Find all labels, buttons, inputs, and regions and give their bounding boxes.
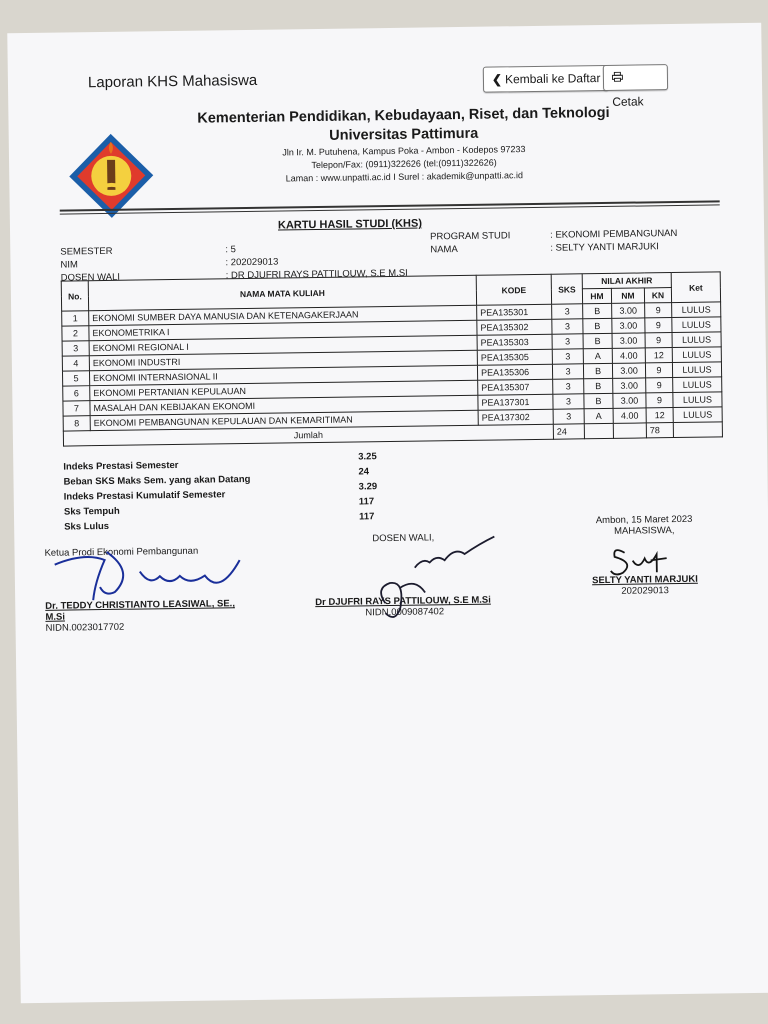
cell-nm: 3.00 — [612, 333, 645, 348]
cell-ket: LULUS — [672, 347, 721, 363]
cell-nama: EKONOMI SUMBER DAYA MANUSIA DAN KETENAGAKERJAAN — [89, 305, 477, 325]
cell-sks: 3 — [553, 394, 584, 409]
print-button-label: Cetak — [612, 94, 644, 109]
printer-icon — [612, 71, 623, 85]
mahasiswa-title: MAHASISWA, — [614, 525, 675, 537]
mahasiswa-name: SELTY YANTI MARJUKI — [591, 573, 698, 587]
cell-no: 3 — [62, 341, 89, 356]
back-to-list-button[interactable] — [483, 65, 610, 93]
cell-nm: 4.00 — [612, 348, 645, 363]
cell-no: 7 — [63, 401, 90, 416]
cell-nm: 3.00 — [613, 378, 646, 393]
cell-nama: EKONOMI INTERNASIONAL II — [89, 365, 477, 385]
cell-hm: B — [584, 393, 613, 408]
nim-label: NIM — [60, 259, 79, 271]
cell-nm: 3.00 — [612, 303, 645, 318]
cell-no: 4 — [62, 356, 89, 371]
document-title: KARTU HASIL STUDI (KHS) — [277, 217, 423, 232]
col-nama: NAMA MATA KULIAH — [88, 275, 476, 310]
dosen-label: DOSEN WALI — [60, 271, 121, 284]
ministry-name: Kementerian Pendidikan, Kebudayaan, Riset, dan Teknologi — [197, 104, 610, 127]
semester-value: : 5 — [225, 244, 236, 256]
dosen-nidn: NIDN.0009087402 — [365, 606, 445, 619]
ips-label: Indeks Prestasi Semester — [63, 459, 179, 473]
university-web: Laman : www.unpatti.ac.id I Surel : akademik@unpatti.ac.id — [285, 170, 523, 184]
col-hm: HM — [582, 288, 611, 303]
nim-value: : 202029013 — [225, 256, 279, 269]
col-ket: Ket — [671, 272, 720, 303]
cell-kode: PEA135301 — [477, 304, 552, 320]
col-nm: NM — [611, 288, 644, 303]
cell-hm: B — [583, 333, 612, 348]
cell-kode: PEA135305 — [477, 349, 552, 365]
cell-ket: LULUS — [672, 362, 721, 378]
nama-value: : SELTY YANTI MARJUKI — [550, 241, 659, 254]
university-phone: Telepon/Fax: (0911)322626 (tel:(0911)322626) — [311, 157, 497, 171]
dosen-title: DOSEN WALI, — [372, 532, 435, 545]
cell-sks: 3 — [552, 364, 583, 379]
col-kn: KN — [644, 288, 671, 303]
prodi-value: : EKONOMI PEMBANGUNAN — [550, 227, 678, 241]
cell-hm: B — [583, 303, 612, 318]
cell-sks: 3 — [552, 304, 583, 319]
cell-hm: B — [584, 378, 613, 393]
top-bar — [87, 64, 668, 109]
cell-ket: LULUS — [672, 332, 721, 348]
student-info-right — [430, 227, 678, 256]
mahasiswa-nim: 202029013 — [621, 585, 669, 597]
dosen-signature — [344, 531, 525, 624]
mahasiswa-signature — [604, 540, 685, 581]
dosen-name: Dr DJUFRI RAYS PATTILOUW, S.E M.Si — [315, 594, 491, 609]
cell-nama: EKONOMI REGIONAL I — [89, 335, 477, 355]
university-address: Jln Ir. M. Putuhena, Kampus Poka - Ambon - Kodepos 97233 — [282, 144, 526, 158]
total-ket — [673, 422, 722, 438]
lulus-label: Sks Lulus — [64, 520, 110, 533]
cell-nm: 3.00 — [612, 363, 645, 378]
cell-kode: PEA135302 — [477, 319, 552, 335]
signature-block-ketua — [44, 545, 255, 634]
cell-kn: 12 — [646, 408, 673, 423]
cell-sks: 3 — [552, 349, 583, 364]
ketua-signature — [44, 540, 245, 603]
cell-kn: 9 — [646, 393, 673, 408]
semester-label: SEMESTER — [60, 245, 113, 258]
print-button[interactable] — [603, 64, 668, 109]
cell-kode: PEA137302 — [478, 409, 553, 425]
total-nm — [613, 423, 646, 438]
ipk-label: Indeks Prestasi Kumulatif Semester — [63, 489, 226, 503]
cell-nm: 3.00 — [612, 318, 645, 333]
cell-no: 8 — [63, 416, 90, 431]
ips-value: 3.25 — [358, 451, 377, 463]
cell-hm: A — [583, 348, 612, 363]
ipk-value: 3.29 — [358, 481, 378, 493]
signature-block-dosen — [314, 532, 491, 619]
col-kode: KODE — [476, 274, 551, 305]
chevron-left-icon: ❮ — [491, 72, 503, 87]
beban-value: 24 — [358, 466, 370, 478]
col-sks: SKS — [551, 274, 582, 304]
ketua-name: Dr. TEDDY CHRISTIANTO LEASIWAL, SE., M.Si — [45, 598, 235, 623]
cell-nama: EKONOMI PERTANIAN KEPULAUAN — [90, 380, 478, 400]
cell-ket: LULUS — [673, 407, 722, 423]
tempuh-value: 117 — [358, 496, 375, 508]
lulus-value: 117 — [358, 511, 375, 523]
cell-hm: B — [583, 363, 612, 378]
prodi-label: PROGRAM STUDI — [430, 230, 511, 243]
cell-kode: PEA137301 — [478, 394, 553, 410]
cell-sks: 3 — [552, 319, 583, 334]
cell-ket: LULUS — [672, 317, 721, 333]
cell-nm: 3.00 — [613, 393, 646, 408]
cell-hm: A — [584, 408, 613, 423]
grades-table — [61, 271, 723, 446]
cell-nama: EKONOMI INDUSTRI — [89, 350, 477, 370]
cell-ket: LULUS — [673, 392, 722, 408]
cell-nama: MASALAH DAN KEBIJAKAN EKONOMI — [90, 395, 478, 415]
signature-date: Ambon, 15 Maret 2023 — [595, 513, 693, 527]
cell-nm: 4.00 — [613, 408, 646, 423]
cell-nama: EKONOMETRIKA I — [89, 320, 477, 340]
col-nilai: NILAI AKHIR — [582, 273, 671, 289]
summary-labels — [63, 457, 251, 535]
cell-hm: B — [583, 318, 612, 333]
cell-ket: LULUS — [673, 377, 722, 393]
dosen-value: : DR DJUFRI RAYS PATTILOUW, S.E M.SI — [225, 267, 408, 282]
cell-sks: 3 — [553, 379, 584, 394]
institution-header — [168, 105, 639, 186]
beban-label: Beban SKS Maks Sem. yang akan Datang — [63, 473, 251, 488]
cell-no: 2 — [62, 326, 89, 341]
document-page — [7, 23, 768, 1003]
cell-kode: PEA135303 — [477, 334, 552, 350]
total-sks: 24 — [553, 424, 584, 439]
cell-kn: 9 — [645, 363, 672, 378]
app-title: Laporan KHS Mahasiswa — [87, 71, 258, 92]
col-no: No. — [61, 281, 88, 311]
ketua-title: Ketua Prodi Ekonomi Pembangunan — [44, 545, 199, 559]
ketua-nidn: NIDN.0023017702 — [45, 621, 125, 634]
total-label: Jumlah — [63, 424, 553, 446]
cell-kode: PEA135307 — [478, 379, 553, 395]
cell-no: 5 — [62, 371, 89, 386]
cell-sks: 3 — [553, 409, 584, 424]
cell-kn: 9 — [645, 303, 672, 318]
cell-kn: 9 — [645, 333, 672, 348]
total-hm — [584, 423, 613, 438]
cell-kn: 9 — [645, 318, 672, 333]
cell-kode: PEA135306 — [477, 364, 552, 380]
signature-block-mahasiswa — [574, 513, 715, 597]
university-logo — [67, 131, 156, 220]
nama-label: NAMA — [430, 244, 458, 256]
cell-no: 1 — [62, 311, 89, 326]
cell-sks: 3 — [552, 334, 583, 349]
total-kn: 78 — [646, 423, 673, 438]
cell-kn: 12 — [645, 348, 672, 363]
cell-nama: EKONOMI PEMBANGUNAN KEPULAUAN DAN KEMARITIMAN — [90, 410, 478, 430]
cell-kn: 9 — [646, 378, 673, 393]
summary-values — [358, 449, 378, 524]
cell-no: 6 — [63, 386, 90, 401]
tempuh-label: Sks Tempuh — [63, 505, 120, 518]
back-button-label: Kembali ke Daftar — [504, 71, 601, 87]
cell-ket: LULUS — [672, 302, 721, 318]
university-name: Universitas Pattimura — [329, 125, 479, 144]
